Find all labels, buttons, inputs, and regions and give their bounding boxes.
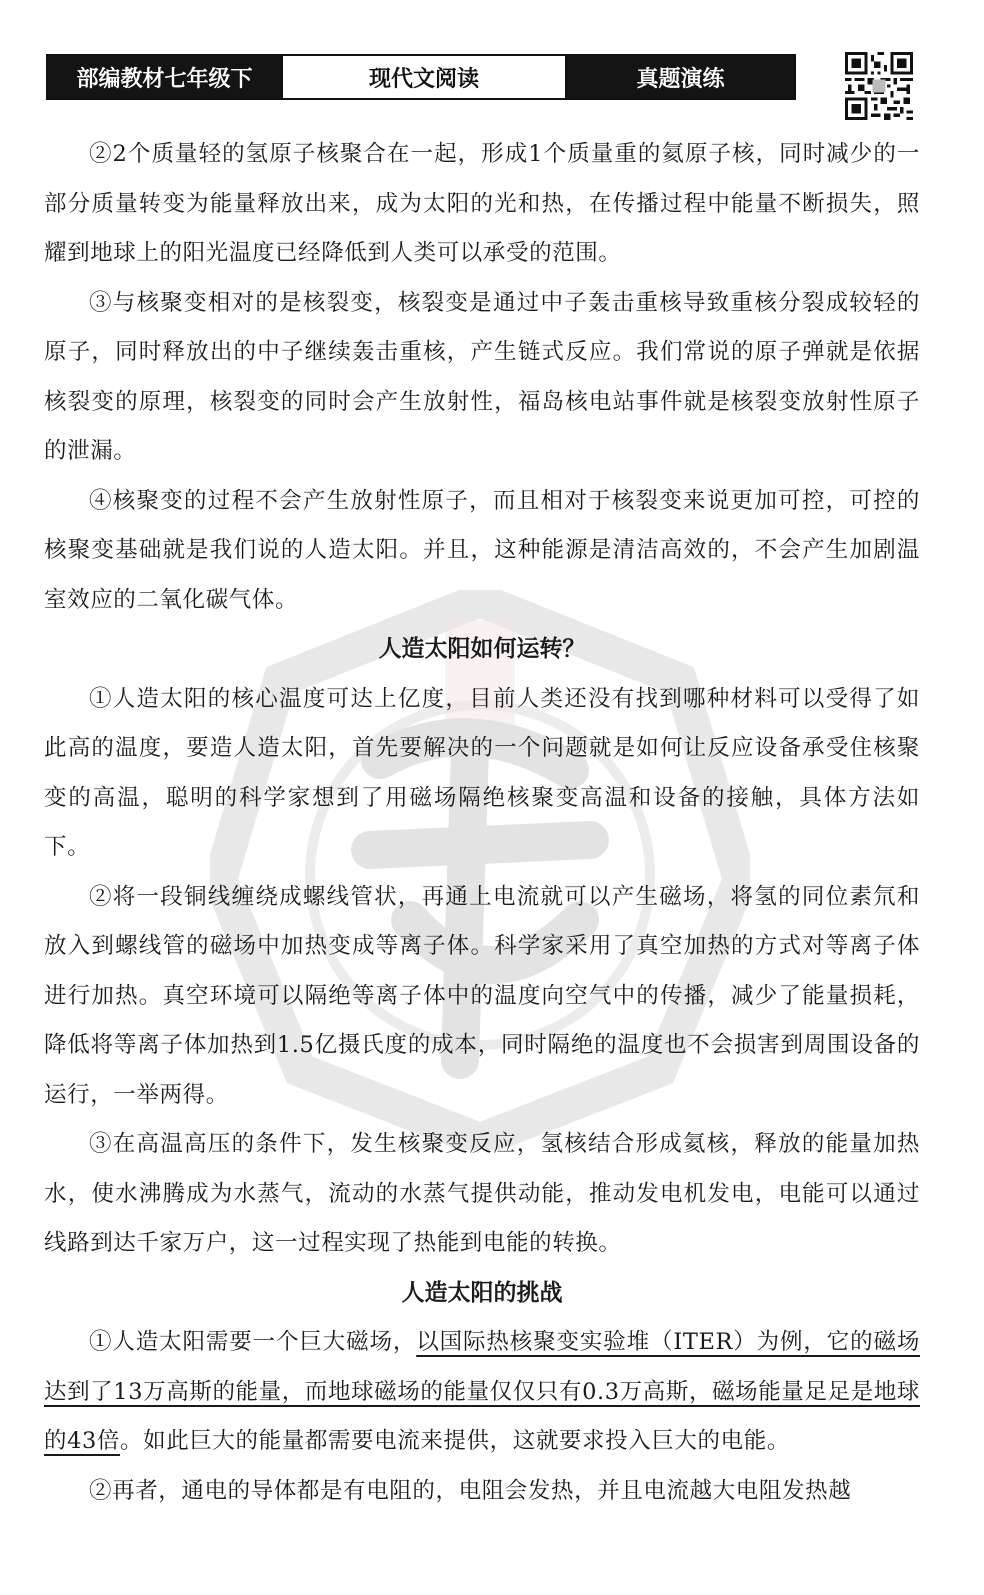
paragraph: ③在高温高压的条件下，发生核聚变反应，氢核结合形成氦核，释放的能量加热水，使水沸腾成为水蒸气，流动的水蒸气提供动能，推动发电机发电，电能可以通过线路到达千家万户，这一过程实现了热能到电能的转换。: [44, 1131, 920, 1256]
section-heading: 人造太阳如何运转？: [378, 636, 586, 662]
paragraph: ②将一段铜线缠绕成螺线管状，再通上电流就可以产生磁场，将氢的同位素氘和放入到螺线管的磁场中加热变成等离子体。科学家采用了真空加热的方式对等离子体进行加热。真空环境可以隔绝等离子体中的温度向空气中的传播，减少了能量损耗，降低将等离子体加热到1.5亿摄氏度的成本，同时隔绝的温度也不会损害到周围设备的运行，一举两得。: [44, 883, 920, 1108]
paragraph: ②再者，通电的导体都是有电阻的，电阻会发热，并且电流越大电阻发热越: [89, 1477, 852, 1504]
section-heading: 人造太阳的挑战: [401, 1279, 563, 1306]
underlined-text: 以国际热核聚变实验堆（ITER）为例，它的磁场达到了13万高斯的能量，而地球磁场的能量仅仅只有0.3万高斯，磁场能量足足是地球的43倍: [44, 1329, 920, 1454]
paragraph-underlined: [44, 1318, 920, 1467]
text-run: ①人造太阳需要一个巨大磁场，: [89, 1329, 417, 1355]
paragraph: ③与核聚变相对的是核裂变，核裂变是通过中子轰击重核导致重核分裂成较轻的原子，同时释放出的中子继续轰击重核，产生链式反应。我们常说的原子弹就是依据核裂变的原理，核裂变的同时会产生放射性，福岛核电站事件就是核裂变放射性原子的泄漏。: [44, 289, 920, 464]
paragraph: ②2个质量轻的氢原子核聚合在一起，形成1个质量重的氦原子核，同时减少的一部分质量转变为能量释放出来，成为太阳的光和热，在传播过程中能量不断损失，照耀到地球上的阳光温度已经降低到人类可以承受的范围。: [44, 141, 920, 266]
qr-code-icon[interactable]: [845, 52, 913, 120]
paragraph: ①人造太阳的核心温度可达上亿度，目前人类还没有找到哪种材料可以受得了如此高的温度，要造人造太阳，首先要解决的一个问题就是如何让反应设备承受住核聚变的高温，聪明的科学家想到了用磁场隔绝核聚变高温和设备的接触，具体方法如下。: [44, 685, 920, 860]
text-run: 。如此巨大的能量都需要电流来提供，这就要求投入巨大的电能。: [120, 1428, 790, 1454]
header-subject: 现代文阅读: [281, 56, 567, 98]
header-grade: 部编教材七年级下: [48, 56, 281, 98]
page-header: [46, 54, 796, 100]
header-section: 真题演练: [567, 56, 794, 98]
paragraph: ④核聚变的过程不会产生放射性原子，而且相对于核裂变来说更加可控，可控的核聚变基础就是我们说的人造太阳。并且，这种能源是清洁高效的，不会产生加剧温室效应的二氧化碳气体。: [44, 487, 920, 613]
article-body: [44, 130, 920, 1516]
